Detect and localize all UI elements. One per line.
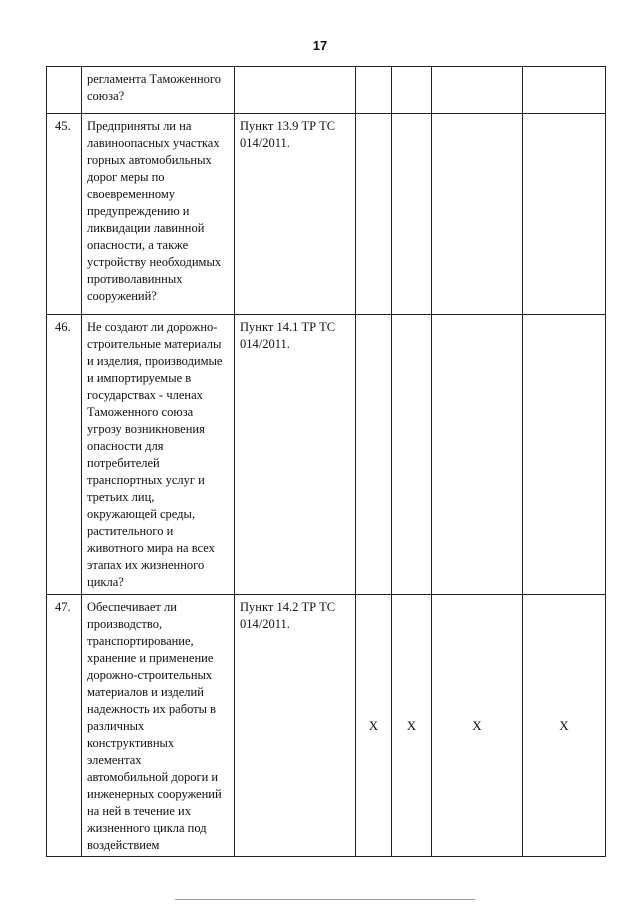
reference-cell xyxy=(235,67,356,114)
mark-cell xyxy=(356,67,392,114)
mark-cell xyxy=(523,114,606,315)
page-number: 17 xyxy=(312,38,328,53)
mark-cell xyxy=(523,67,606,114)
row-number: 47. xyxy=(47,595,82,857)
mark-cell xyxy=(392,67,432,114)
mark-cell xyxy=(392,114,432,315)
table-row xyxy=(47,67,606,114)
reference-cell: Пункт 14.2 ТР ТС 014/2011. xyxy=(235,595,356,857)
mark-cell: X xyxy=(392,595,432,857)
mark-cell xyxy=(356,114,392,315)
mark-cell: X xyxy=(432,595,523,857)
mark-cell: X xyxy=(356,595,392,857)
question-cell: Предприняты ли на лавиноопасных участках горных автомобильных дорог меры по своевременному предупреждению и ликвидации лавинной опасности, а также устройству необходимых противолавинных сооружений? xyxy=(82,114,235,315)
page-bottom-rule xyxy=(175,899,475,900)
reference-cell: Пункт 14.1 ТР ТС 014/2011. xyxy=(235,315,356,595)
question-cell: Не создают ли дорожно- строительные материалы и изделия, производимые и импортируемые в государствах - членах Таможенного союза угрозу возникновения опасности для потребителей транспортных услуг и третьих лиц, окружающей среды, растительного и животного мира на всех этапах их жизненного цикла? xyxy=(82,315,235,595)
mark-cell xyxy=(523,315,606,595)
table-row xyxy=(47,114,606,315)
checklist-table xyxy=(46,66,606,857)
mark-cell xyxy=(432,315,523,595)
mark-cell xyxy=(392,315,432,595)
table-row xyxy=(47,595,606,857)
mark-cell xyxy=(356,315,392,595)
row-number: 46. xyxy=(47,315,82,595)
mark-cell: X xyxy=(523,595,606,857)
question-cell: регламента Таможенного союза? xyxy=(82,67,235,114)
mark-cell xyxy=(432,67,523,114)
reference-cell: Пункт 13.9 ТР ТС 014/2011. xyxy=(235,114,356,315)
row-number: 45. xyxy=(47,114,82,315)
mark-cell xyxy=(432,114,523,315)
question-cell: Обеспечивает ли производство, транспортирование, хранение и применение дорожно-строительных материалов и изделий надежность их работы в различных конструктивных элементах автомобильной дороги и инженерных сооружений на ней в течение их жизненного цикла под воздействием xyxy=(82,595,235,857)
table-row xyxy=(47,315,606,595)
row-number xyxy=(47,67,82,114)
